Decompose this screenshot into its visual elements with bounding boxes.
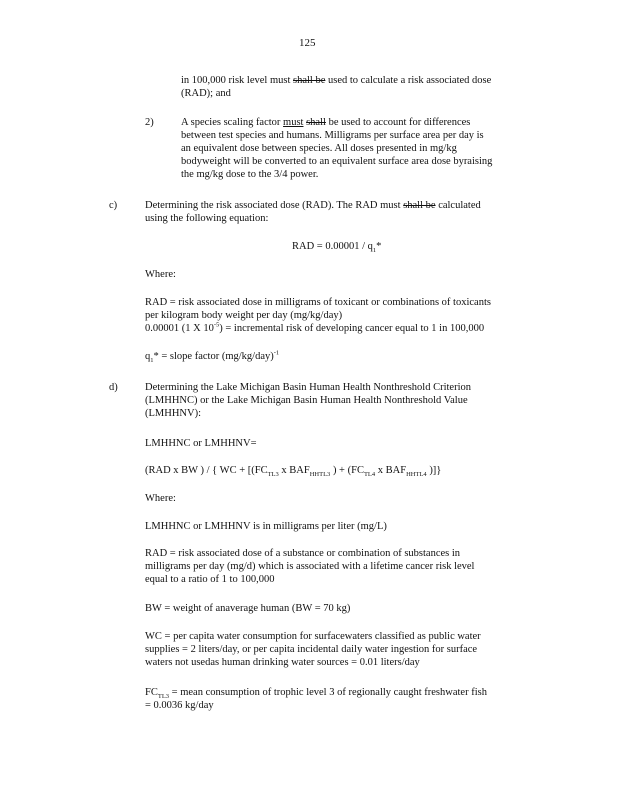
rad-d-definition-line-3: equal to a ratio of 1 to 100,000 xyxy=(145,574,275,585)
lmhh-definition: LMHHNC or LMHHNV is in milligrams per liter (mg/L) xyxy=(145,521,387,532)
lmhh-lhs: LMHHNC or LMHHNV= xyxy=(145,438,257,449)
lmhh-formula: (RAD x BW ) / { WC + [($FC_{TL3}$ x $BAF_{HHTL3}$ ) + ($FC_{TL4}$ x $BAF_{HHTL4}$ )]} xyxy=(145,465,442,479)
struck-text: shall xyxy=(306,117,326,128)
where-label-d: Where: xyxy=(145,493,176,504)
wc-definition-line-1: WC = per capita water consumption for surfacewaters classified as public water xyxy=(145,631,481,642)
item-1-continuation-line-2: (RAD); and xyxy=(181,88,231,99)
rad-d-definition-line-2: milligrams per day (mg/d) which is associated with a lifetime cancer risk level xyxy=(145,561,475,572)
slope-factor-definition: $q_1*$ = slope factor $(mg/kg/day)^{-1}$ xyxy=(145,349,280,365)
struck-text: shall be xyxy=(293,75,326,86)
where-label-c: Where: xyxy=(145,269,176,280)
bw-definition: BW = weight of anaverage human (BW = 70 kg) xyxy=(145,603,351,614)
item-2-line-1: A species scaling factor must shall be used to account for differences xyxy=(181,117,471,128)
section-d-line-2: (LMHHNC) or the Lake Michigan Basin Human Health Nonthreshold Value xyxy=(145,395,468,406)
wc-definition-line-2: supplies = 2 liters/day, or per capita incidental daily water ingestion for surface xyxy=(145,644,478,655)
section-d-line-3: (LMHHNV): xyxy=(145,408,201,419)
item-2-line-5: the mg/kg dose to the 3/4 power. xyxy=(181,169,319,180)
wc-definition-line-3: waters not usedas human drinking water sources = 0.01 liters/day xyxy=(145,657,420,668)
section-c-line-1: Determining the risk associated dose (RAD). The RAD must shall be calculated xyxy=(145,200,481,211)
item-2-line-4: bodyweight will be converted to an equivalent surface area dose byraising xyxy=(181,156,493,167)
rad-d-definition-line-1: RAD = risk associated dose of a substance or combination of substances in xyxy=(145,548,461,559)
section-c-label: c) xyxy=(109,200,118,211)
fc-definition-line-1: $FC_{TL3}$ = mean consumption of trophic level 3 of regionally caught freshwater fish xyxy=(145,687,487,701)
struck-text: shall be xyxy=(403,200,436,211)
item-2-line-2: between test species and humans. Milligrams per surface area per day is xyxy=(181,130,484,141)
section-d-label: d) xyxy=(109,382,118,393)
rad-definition-line-1: RAD = risk associated dose in milligrams of toxicant or combinations of toxicants xyxy=(145,297,491,308)
section-c-line-2: using the following equation: xyxy=(145,213,269,224)
inserted-text: must xyxy=(283,117,304,128)
page-number: 125 xyxy=(299,37,316,49)
fc-definition-line-2: = 0.0036 kg/day xyxy=(145,700,214,711)
risk-rate-definition: 0.00001 (1 X $10^{-5}$) = incremental risk of developing cancer equal to 1 in 100,000 xyxy=(145,321,485,334)
item-1-continuation-line-1: in 100,000 risk level must shall be used to calculate a risk associated dose xyxy=(181,75,492,86)
item-2-line-3: an equivalent dose between species. All doses presented in mg/kg xyxy=(181,143,457,154)
rad-equation: RAD = $0.00001 / q_1*$ xyxy=(292,241,382,255)
section-d-line-1: Determining the Lake Michigan Basin Human Health Nonthreshold Criterion xyxy=(145,382,472,393)
rad-definition-line-2: per kilogram body weight per day (mg/kg/day) xyxy=(145,310,343,321)
item-2-label: 2) xyxy=(145,117,154,128)
